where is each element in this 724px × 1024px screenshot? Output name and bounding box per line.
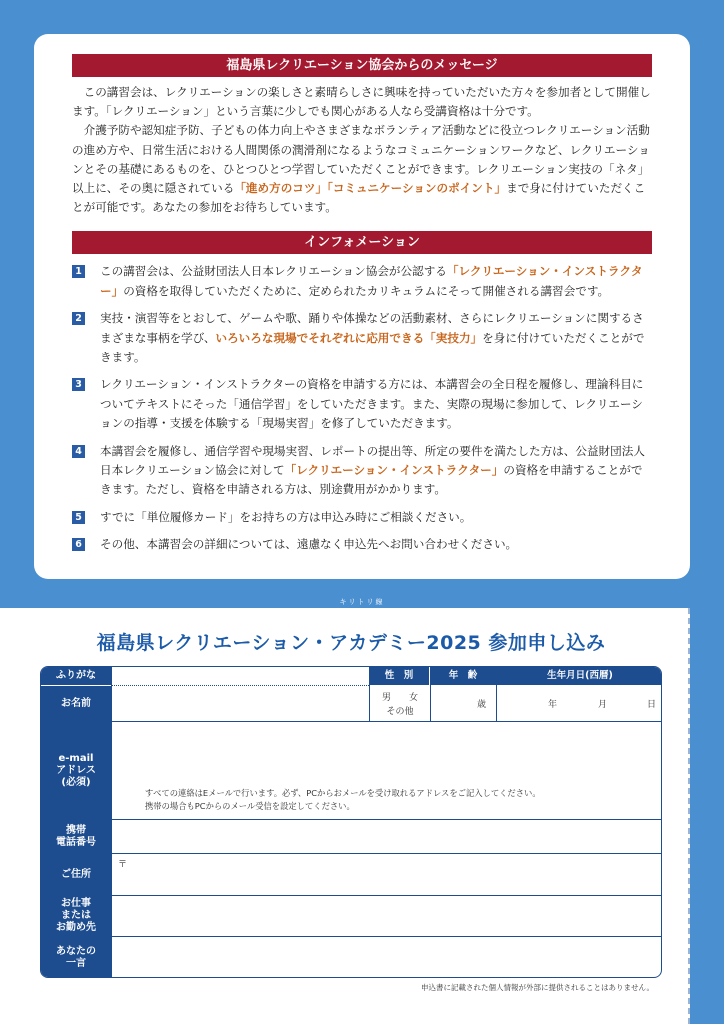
info-item [72,375,652,433]
info-number: 3 [72,378,85,391]
info-text: 実技・演習等をとおして、ゲームや歌、踊りや体操などの活動素材、さらにレクリエーションに関するさまざまな事柄を学び、 [100,311,644,345]
info-text: すでに「単位履修カード」をお持ちの方は申込み時にご相談ください。 [100,509,472,524]
privacy-note: 申込書に記載された個人情報が外部に提供されることはありません。 [421,983,654,992]
message-p2a: 介護予防や認知症予防、子どもの体力向上やさまざまなボランティア活動などに役立つレクリエーション活動の進め方や、日常生活における人間関係の潤滑剤になるようなコミュニケーションワークなど、レクリエーションとその基礎にあるものを、ひとつひとつ学習していただくことができます。レクリエーション実技の「ネタ」以上に、その奥に隠されている [72,123,650,196]
info-item [72,442,652,500]
age-header: 年 齢 [430,667,496,685]
name-label: お名前 [41,685,111,721]
address-field[interactable] [131,854,662,895]
message-p2-highlight: 「進め方のコツ」「コミュニケーションのポイント」 [234,181,507,196]
info-number: 2 [72,312,85,325]
info-text: の資格を申請することができます。ただし、資格を申請される方は、別途費用がかかります。 [100,463,643,497]
dob-year: 年 [548,700,558,710]
age-unit: 歳 [477,700,487,710]
application-form [40,666,662,978]
divider [111,667,112,978]
message-body [72,83,652,217]
message-paragraph-2 [72,121,652,217]
info-highlight: 「レクリエーション・インストラクター」 [100,264,643,298]
info-number: 5 [72,511,85,524]
form-title: 福島県レクリエーション・アカデミー2025 参加申し込み [96,632,606,654]
cut-line-label: キリトリ線 [339,598,385,606]
message-p2b: まで身に付けていただくことが可能です。あなたの参加をお待ちしています。 [72,181,646,215]
dob-day: 日 [647,700,657,710]
application-form-area [0,608,690,1024]
info-item [72,535,652,554]
divider [496,667,497,721]
info-list [72,262,652,554]
email-field[interactable] [112,722,662,782]
dob-month: 月 [598,700,608,710]
gender-header: 性 別 [369,667,429,685]
divider [369,667,370,721]
info-text: を身に付けていただくことができます。 [100,330,645,365]
info-text: その他、本講習会の詳細については、遠慮なく申込先へお問い合わせください。 [100,537,518,552]
comment-field[interactable] [112,937,662,977]
divider [430,667,431,721]
comment-label: あなたの 一言 [41,937,111,978]
info-highlight: いろいろな現場でそれぞれに応用できる「実技力」 [215,330,483,345]
phone-field[interactable] [112,820,662,853]
message-paragraph-1: この講習会は、レクリエーションの楽しさと素晴らしさに興味を持っていただいた方々を参加者として開催します。「レクリエーション」という言葉に少しでも関心がある人なら受講資格は十分です。 [72,85,651,119]
info-title: インフォメーション [72,231,652,254]
postal-mark: 〒 [118,860,128,870]
furigana-label: ふりがな [41,667,111,685]
info-card [34,34,690,579]
info-text: の資格を取得していただくために、定められたカリキュラムにそって開催される講習会です。 [123,283,610,298]
name-field[interactable] [112,686,369,721]
work-field[interactable] [112,896,662,936]
info-number: 1 [72,265,85,278]
info-text: 本講習会を履修し、通信学習や現場実習、レポートの提出等、所定の要件を満たした方は、公益財団法人日本レクリエーション協会に対して [100,443,645,478]
email-note-2: 携帯の場合もPCからのメール受信を設定してください。 [145,801,355,811]
work-label: お仕事 または お勤め先 [41,896,111,936]
phone-label: 携帯 電話番号 [41,820,111,853]
message-title: 福島県レクリエーション協会からのメッセージ [72,54,652,77]
info-item [72,508,652,527]
email-label: e-mail アドレス (必須) [41,722,111,819]
info-text: レクリエーション・インストラクターの資格を申請する方には、本講習会の全日程を履修し、理論科目についてテキストにそった「通信学習」をしていただきます。また、実際の現場に参加して、レクリエーションの指導・支援を体験する「現場実習」を修了していただきます。 [100,377,644,431]
info-highlight: 「レクリエーション・インストラクター」 [284,463,504,478]
email-note-1: すべての連絡はEメールで行います。必ず、PCからおメールを受け取れるアドレスをご記入してください。 [145,788,541,798]
gender-options[interactable]: 男 女 [381,693,418,703]
info-number: 4 [72,445,85,458]
info-item [72,262,652,301]
info-item [72,309,652,367]
address-label: ご住所 [41,854,111,895]
gender-other[interactable]: その他 [386,707,414,717]
dob-header: 生年月日(西暦) [497,667,662,685]
info-number: 6 [72,538,85,551]
furigana-field[interactable] [112,667,369,685]
info-text: この講習会は、公益財団法人日本レクリエーション協会が公認する [100,264,447,279]
